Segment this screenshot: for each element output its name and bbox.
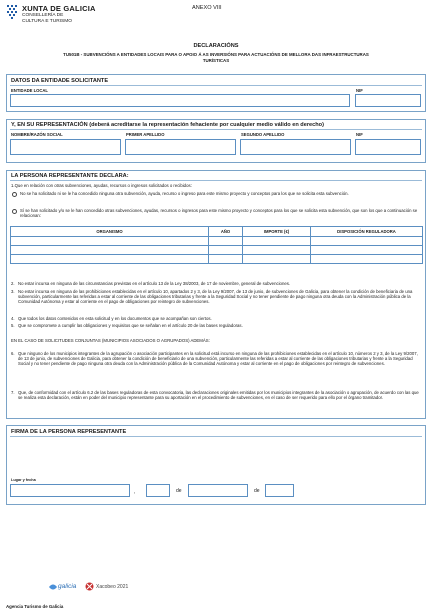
applicant-nif-label: NIF [356,88,363,93]
name-field[interactable] [10,139,121,155]
dept-line1: CONSELLERÍA DE [22,13,64,18]
section-divider [10,180,422,181]
applicant-nif-field[interactable] [355,94,421,107]
declaration-item-4: 4. Que todos los datos contenidos en esta solicitud y en los documentos que se acompañan son ciertos. [11,316,212,321]
declaration-section-title: LA PERSONA REPRESENTANTE DECLARA: [11,173,129,179]
xacobeo-logo: Xacobeo 2021 [85,582,145,592]
surname2-label: SEGUNDO APELLIDO [241,132,285,137]
surname2-field[interactable] [240,139,351,155]
applicant-section-title: DATOS DA ENTIDADE SOLICITANTE [11,78,109,84]
doc-title: DECLARACIÓNS [193,43,239,49]
surname1-field[interactable] [125,139,236,155]
section-divider [10,129,422,130]
doc-subtitle: TU501B - SUBVENCIÓNS A ENTIDADES LOCAIS PARA O APOIO Á AS INVERSIÓNS PARA ACTUACIÓNS DE MELLORA DAS INFRAESTRUCTURAS TURÍSTICAS [63,52,369,63]
declaration-item-7: 7. Que, de conformidad con el artículo 6.2 de las bases reguladoras de esta convocatoria, las declaraciones originales emitidas por los municipios integrantes de la asociación o agrupación, de acuerdo con las que se realiza esta declaración, están en poder del municipio representante para su aportación en el procedimiento de subvenciones, en el caso de ser requerido para ello por el órgano tramitador. [11,390,419,401]
option-no-radio[interactable] [12,192,17,197]
col-header-year: AÑO [209,227,243,237]
galicia-logo: galicia [48,582,80,592]
entity-field[interactable] [10,94,350,107]
name-label: NOMBRE/RAZÓN SOCIAL [11,132,63,137]
option-yes-text: Sí se han solicitado y/o se le han concedido otras subvenciones, ayudas, recursos o ingresos para este mismo proyecto y conceptos para los que se solicita esta subvención, que son los que a continuación se relacionan: [20,208,418,219]
year-field[interactable] [265,484,294,497]
representation-section-title: Y, EN SU REPRESENTACIÓN (deberá acreditarse la representación fehaciente por cualquier medio válido en derecho) [11,122,324,128]
rep-nif-label: NIF [356,132,363,137]
entity-label: ENTIDADE LOCAL [11,88,48,93]
col-header-regulation: DISPOSICIÓN REGULADORA [311,227,423,237]
section-divider [10,85,422,86]
option-no-text: No se ha solicitado ni se le ha concedido ninguna otra subvención, ayuda, recurso o ingreso para este mismo proyecto y conceptos para los que se solicita esta subvención. [20,191,349,196]
declaration-item-5: 5. Que se compromete a cumplir las obligaciones y requisitos que se señalan en el artículo 20 de las bases reguladoras. [11,323,243,328]
col-header-amount: IMPORTE (€) [243,227,311,237]
section-divider [10,436,422,437]
surname1-label: PRIMER APELLIDO [126,132,165,137]
place-date-label: Lugar y fecha [11,478,36,482]
de-label-1: de [176,488,182,494]
annex-label: ANEXO VIII [192,5,222,11]
table-row [11,255,423,264]
declaration-item-6: 6. Que ninguno de los municipios integrantes de la agrupación o asociación participantes en la solicitud está incurso en ninguna de las prohibiciones establecidas en el artículo 10, números 2 y 3, de la Ley 9/2007, de 13 de junio, de subvenciones de Galicia, para obtener la condición de beneficiario de una subvención, particularmente las referidas a estar al corriente de las obligaciones tributarias y frente a la Seguridad Social y no tener pendiente de pago ninguna otra deuda con la Administración pública de la Comunidad Autónoma y estar al corriente en el pago de obligaciones por reintegro de subvenciones. [11,351,418,367]
table-row [11,246,423,255]
comma-sep: , [134,489,136,495]
declaration-item-3: 3. No estar incursa en ninguna de las prohibiciones establecidas en el artículo 10, apartados 2 y 3, de la Ley 9/2007, de 13 de junio, de subvenciones de Galicia, para obtener la condición de beneficiaria de una subvención, particularmente las referidas a estar al corriente de las obligaciones tributarias y frente a la Seguridad Social y no tener pendiente de pago ninguna otra deuda con la Administración pública de la Comunidad Autónoma y estar al corriente en el pago de obligaciones por reintegro de subvenciones. [11,289,413,305]
day-field[interactable] [146,484,170,497]
de-label-2: de [254,488,260,494]
funding-table [10,226,423,264]
dept-line2: CULTURA E TURISMO [22,19,72,24]
declaration-item-2: 2. No estar incursa en ninguna de las circunstancias previstas en el artículo 13 de la Ley 38/2003, de 17 de noviembre, general de subvenciones. [11,281,291,286]
item1-intro: 1.Que en relación con otras subvenciones, ayudas, recursos o ingresos solicitados o recibidos: [11,183,192,188]
table-row [11,237,423,246]
org-name: XUNTA DE GALICIA [22,4,96,13]
signature-section-title: FIRMA DE LA PERSONA REPRESENTANTE [11,429,127,435]
joint-title: EN EL CASO DE SOLICITUDES CONJUNTAS (MUNICIPIOS ASOCIADOS O AGRUPADOS) ADEMÁS: [11,338,210,343]
option-yes-radio[interactable] [12,209,17,214]
col-header-organism: ORGANISMO [11,227,209,237]
rep-nif-field[interactable] [355,139,421,155]
place-field[interactable] [10,484,130,497]
month-field[interactable] [188,484,248,497]
xunta-logo [6,4,18,20]
agency-footer: Agencia Turismo de Galicia [6,604,64,609]
